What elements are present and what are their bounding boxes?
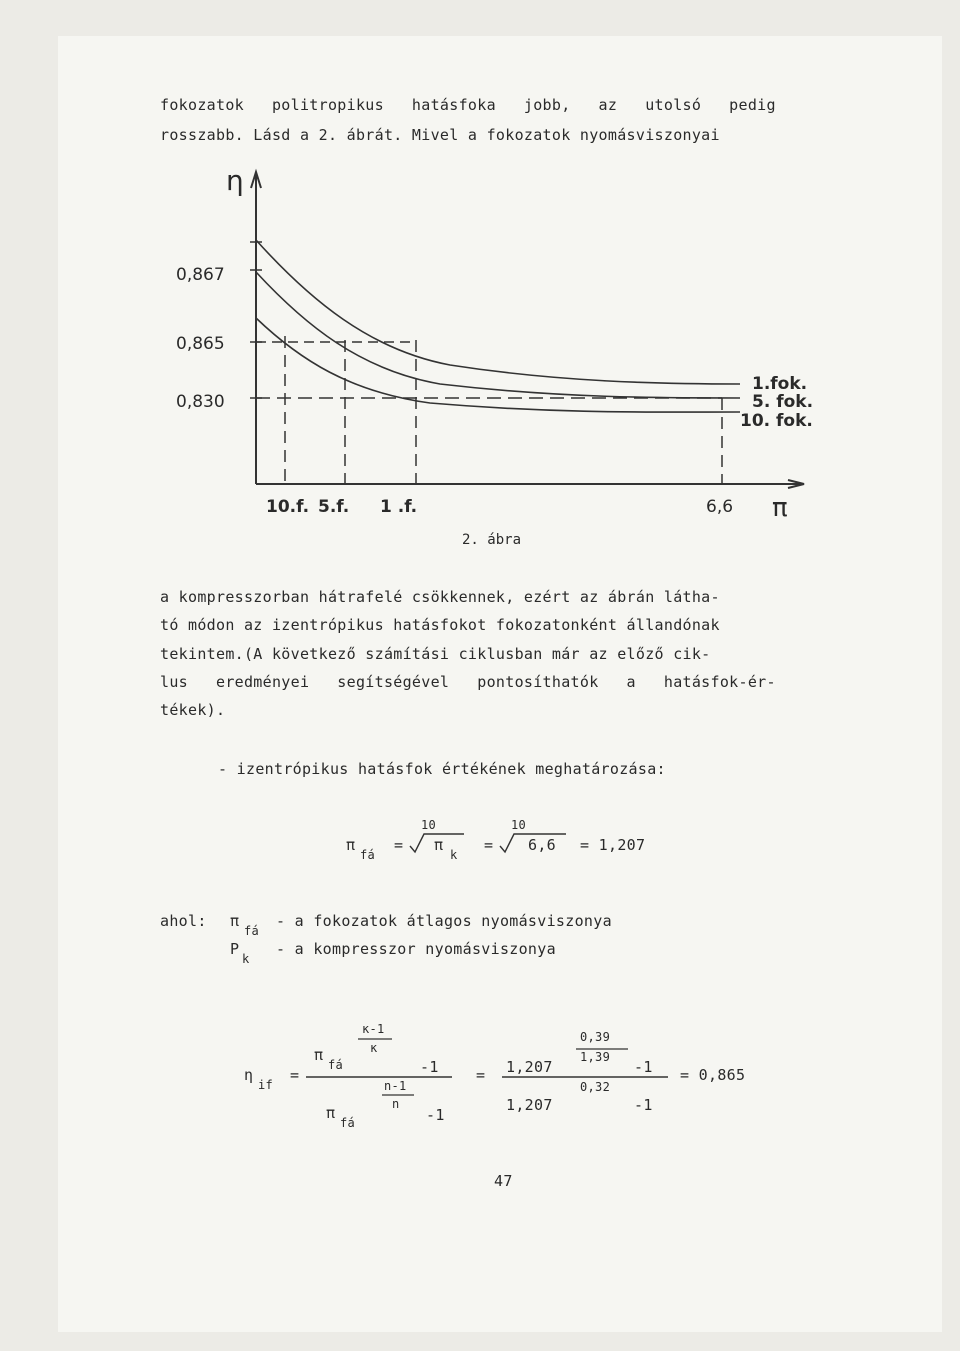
eq2-base-bot-sub: fá xyxy=(340,1116,356,1130)
eq1-root-index-2: 10 xyxy=(511,818,527,832)
eq1-root-value: 6,6 xyxy=(528,836,556,854)
label-1-fok: 1.fok. xyxy=(752,374,808,394)
section-heading: - izentrópikus hatásfok értékének meghatározása: xyxy=(218,760,666,778)
eq2-exp3-den: 1,39 xyxy=(580,1050,611,1064)
eq2-minus-one-3: -1 xyxy=(634,1058,653,1076)
eq1-lhs-sub: fá xyxy=(360,848,376,862)
page-number: 47 xyxy=(494,1172,513,1190)
y-tick-0867: 0,867 xyxy=(176,265,225,285)
eq2-val-bot: 1,207 xyxy=(506,1096,553,1114)
def-desc2: - a kompresszor nyomásviszonya xyxy=(276,940,556,958)
eq2-exp4: 0,32 xyxy=(580,1080,611,1094)
def-sym2: P xyxy=(230,940,240,958)
eq2-exp2-num: n-1 xyxy=(384,1079,407,1093)
eq2-result: = 0,865 xyxy=(680,1066,746,1084)
eq1-root-index-1: 10 xyxy=(421,818,437,832)
label-5-fok: 5. fok. xyxy=(752,392,814,412)
eq2-base-top: π xyxy=(314,1046,324,1064)
label-10-fok: 10. fok. xyxy=(740,411,813,431)
def-sym1: π xyxy=(230,912,240,930)
eq2-base-top-sub: fá xyxy=(328,1058,344,1072)
paragraph1-line1: fokozatok politropikus hatásfoka jobb, az utolsó pedig xyxy=(160,96,776,114)
eq1-lhs: π xyxy=(346,836,356,854)
eq1-equals-1: = xyxy=(394,836,404,854)
y-tick-0830: 0,830 xyxy=(176,392,225,412)
eq2-lhs-sub: if xyxy=(258,1078,274,1092)
paragraph2-line1: a kompresszorban hátrafelé csökkennek, ezért az ábrán látha- xyxy=(160,588,720,606)
eq2-equals: = xyxy=(290,1066,300,1084)
x-tick-66: 6,6 xyxy=(706,497,734,517)
eq2-minus-one-4: -1 xyxy=(634,1096,653,1114)
x-tick-10f: 10.f. xyxy=(266,497,310,517)
eq2-exp-den: κ xyxy=(370,1041,378,1055)
eq2-lhs: η xyxy=(244,1066,254,1084)
figure-caption: 2. ábra xyxy=(462,532,522,548)
eq2-equals-b: = xyxy=(476,1066,486,1084)
eq2-exp-num: κ-1 xyxy=(362,1022,385,1036)
def-sym2-sub: k xyxy=(242,952,250,966)
eq2-base-bot: π xyxy=(326,1104,336,1122)
eq1-root-arg: π xyxy=(434,836,444,854)
eq1-result: = 1,207 xyxy=(580,836,646,854)
eq1-root-arg-sub: k xyxy=(450,848,458,862)
eq2-exp2-den: n xyxy=(392,1097,400,1111)
eq2-minus-one-bot: -1 xyxy=(426,1106,445,1124)
def-desc1: - a fokozatok átlagos nyomásviszonya xyxy=(276,912,612,930)
paragraph1-line2: rosszabb. Lásd a 2. ábrát. Mivel a fokozatok nyomásviszonyai xyxy=(160,126,720,144)
eq2-exp3-num: 0,39 xyxy=(580,1030,611,1044)
eq2-minus-one-top: -1 xyxy=(420,1058,439,1076)
def-ahol: ahol: xyxy=(160,912,207,930)
x-tick-5f: 5.f. xyxy=(318,497,350,517)
eq1-equals-2: = xyxy=(484,836,494,854)
y-tick-0865: 0,865 xyxy=(176,334,225,354)
x-tick-1f: 1 .f. xyxy=(380,497,418,517)
def-sym1-sub: fá xyxy=(244,924,260,938)
eq2-val-top: 1,207 xyxy=(506,1058,553,1076)
paragraph2-line4: lus eredményei segítségével pontosíthatók a hatásfok-ér- xyxy=(160,673,776,691)
y-axis-symbol: η xyxy=(226,164,244,197)
x-axis-symbol: π xyxy=(772,493,788,523)
paragraph2-line3: tekintem.(A következő számítási ciklusban már az előző cik- xyxy=(160,645,711,663)
paragraph2-line5: tékek). xyxy=(160,701,226,719)
paragraph2-line2: tó módon az izentrópikus hatásfokot fokozatonként állandónak xyxy=(160,616,720,634)
